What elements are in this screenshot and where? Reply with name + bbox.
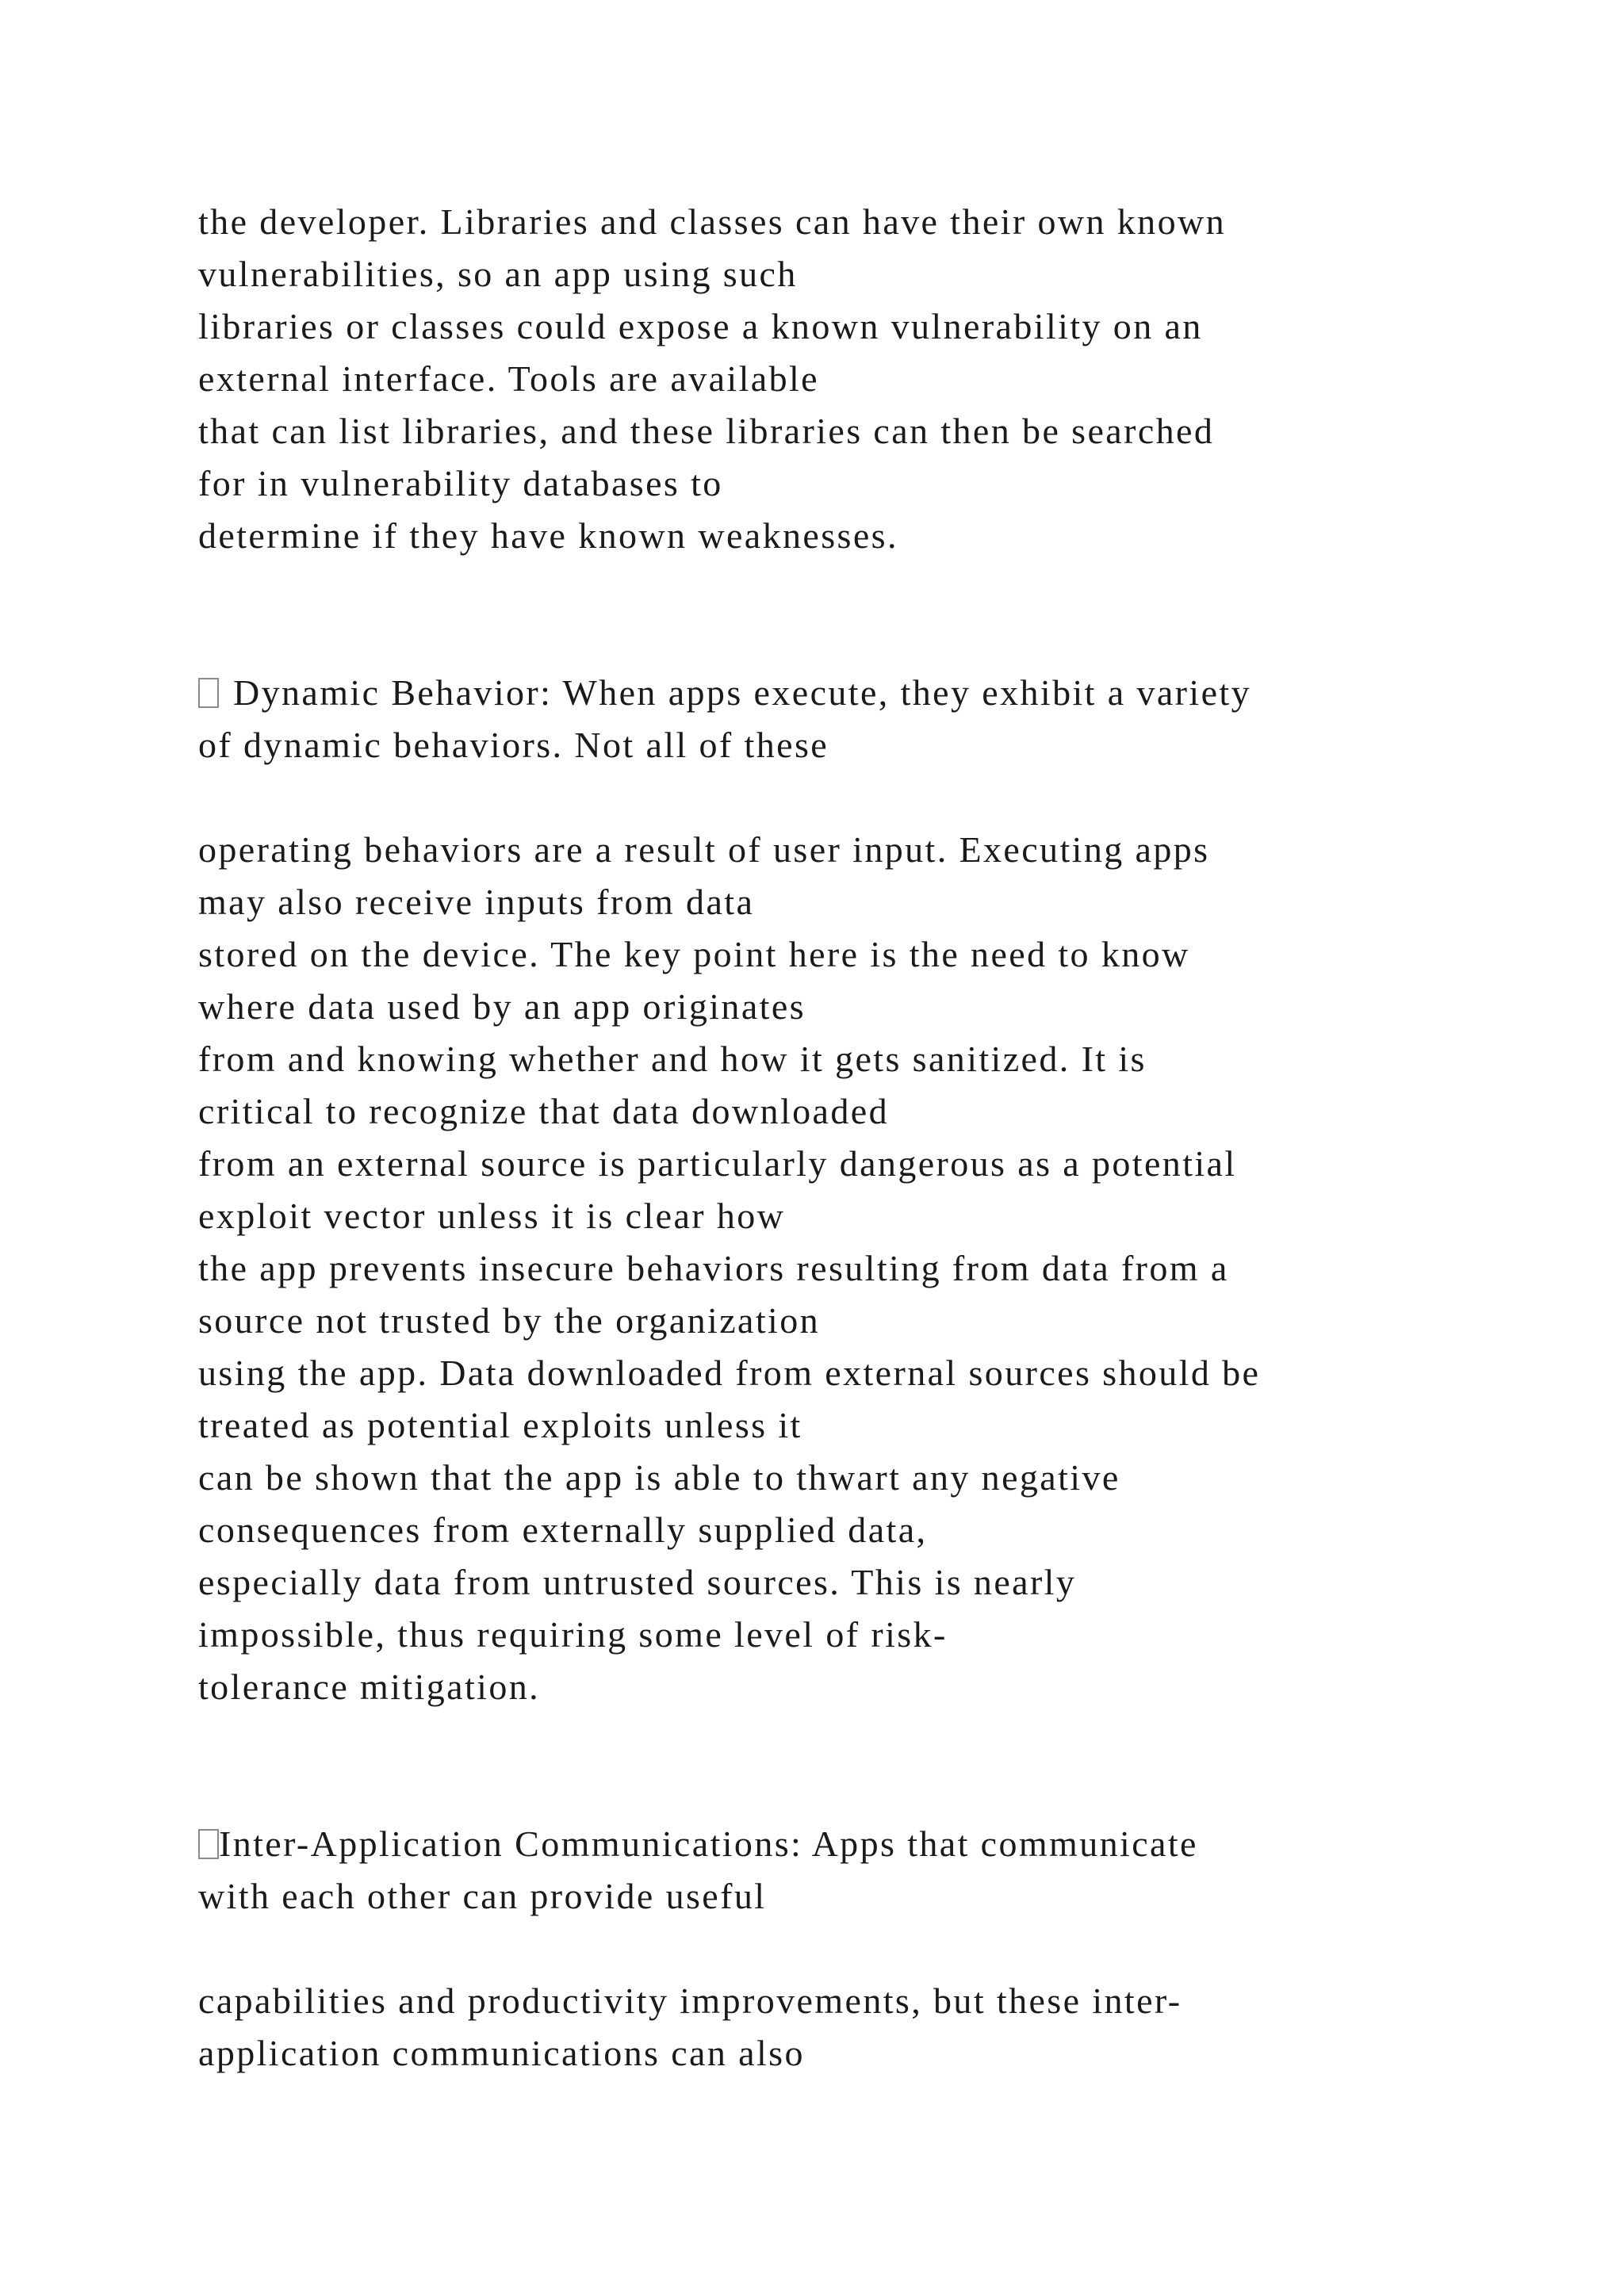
text-line: from an external source is particularly dangerous as a potential bbox=[198, 1143, 1237, 1184]
text-line: impossible, thus requiring some level of risk- bbox=[198, 1614, 948, 1655]
text-line: stored on the device. The key point here is the need to know bbox=[198, 934, 1190, 974]
text-line: operating behaviors are a result of user input. Executing apps bbox=[198, 829, 1210, 870]
text-line: determine if they have known weaknesses. bbox=[198, 515, 898, 556]
text-line: libraries or classes could expose a known vulnerability on an bbox=[198, 306, 1203, 346]
bullet-line bbox=[198, 1822, 1198, 1866]
text-line: the app prevents insecure behaviors resulting from data from a bbox=[198, 1248, 1229, 1288]
text-line: treated as potential exploits unless it bbox=[198, 1405, 802, 1445]
text-line: the developer. Libraries and classes can have their own known bbox=[198, 201, 1226, 242]
text-line: can be shown that the app is able to thwart any negative bbox=[198, 1457, 1120, 1498]
text-line: for in vulnerability databases to bbox=[198, 463, 723, 503]
text-line: vulnerabilities, so an app using such bbox=[198, 254, 798, 294]
text-line: that can list libraries, and these libraries can then be searched bbox=[198, 411, 1215, 451]
text-line: external interface. Tools are available bbox=[198, 358, 819, 399]
text-line: consequences from externally supplied data, bbox=[198, 1510, 928, 1550]
text-line: application communications can also bbox=[198, 2033, 805, 2073]
text-line: where data used by an app originates bbox=[198, 986, 806, 1027]
text-line: with each other can provide useful bbox=[198, 1876, 767, 1916]
text-line: capabilities and productivity improvements, but these inter- bbox=[198, 1980, 1182, 2021]
text-line: of dynamic behaviors. Not all of these bbox=[198, 725, 829, 765]
bullet-text: Inter-Application Communications: Apps that communicate bbox=[219, 1823, 1198, 1864]
text-line: exploit vector unless it is clear how bbox=[198, 1196, 786, 1236]
text-line: especially data from untrusted sources. This is nearly bbox=[198, 1562, 1077, 1602]
text-line: critical to recognize that data downloaded bbox=[198, 1091, 889, 1131]
text-line: source not trusted by the organization bbox=[198, 1300, 821, 1341]
bullet-text: Dynamic Behavior: When apps execute, they exhibit a variety bbox=[233, 672, 1251, 713]
text-line: using the app. Data downloaded from external sources should be bbox=[198, 1353, 1261, 1393]
missing-glyph-bullet-icon bbox=[198, 1829, 219, 1859]
missing-glyph-bullet-icon bbox=[198, 678, 219, 708]
text-line: may also receive inputs from data bbox=[198, 882, 755, 922]
text-line: tolerance mitigation. bbox=[198, 1667, 541, 1707]
text-line: from and knowing whether and how it gets sanitized. It is bbox=[198, 1039, 1147, 1079]
bullet-line bbox=[198, 671, 1251, 715]
